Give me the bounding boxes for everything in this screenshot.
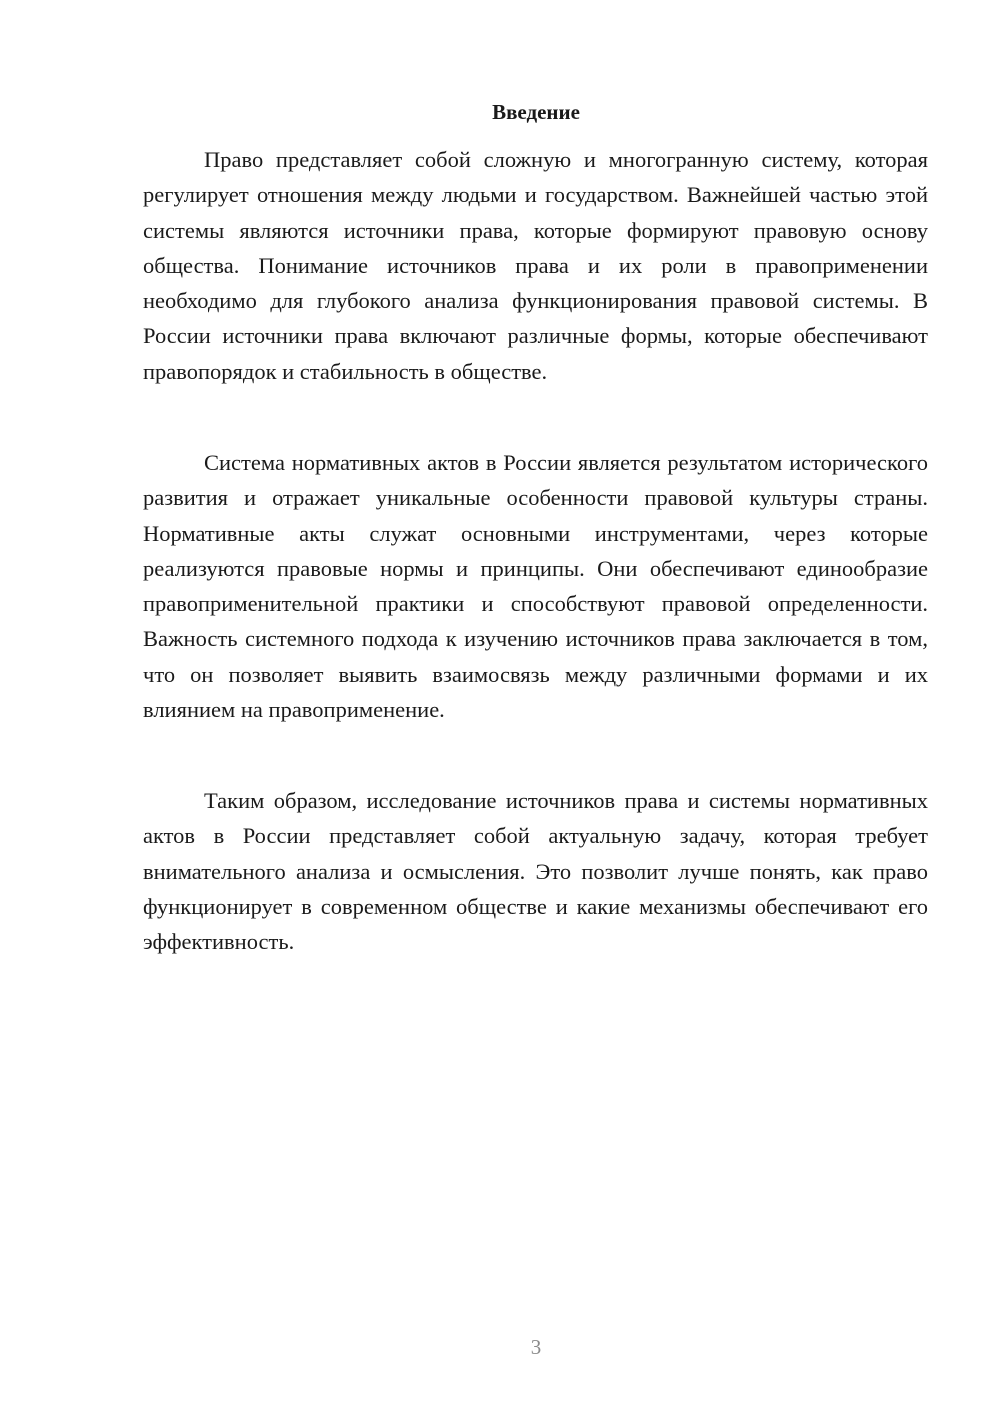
paragraph-3: Таким образом, исследование источников права и системы нормативных актов в России представляет собой актуальную задачу, которая требует внимательного анализа и осмысления. Это позволит лучше понять, как право функционирует в современном обществе и какие механизмы обеспечивают его эффективность. [143,788,928,955]
paragraph-2: Система нормативных актов в России является результатом исторического развития и отражает уникальные особенности правовой культуры страны. Нормативные акты служат основными инструментами, через которые реализуются правовые нормы и принципы. Они обеспечивают единообразие правоприменительной практики и способствуют правовой определенности. Важность системного подхода к изучению источников права заключается в том, что он позволяет выявить взаимосвязь между различными формами и их влиянием на правоприменение. [143,450,928,723]
paragraph-1: Право представляет собой сложную и многогранную систему, которая регулирует отношения между людьми и государством. Важнейшей частью этой системы являются источники права, которые формируют правовую основу общества. Понимание источников права и их роли в правоприменении необходимо для глубокого анализа функционирования правовой системы. В России источники права включают различные формы, которые обеспечивают правопорядок и стабильность в обществе. [143,147,928,384]
page-number: 3 [530,1335,542,1359]
section-heading: Введение [492,100,580,124]
